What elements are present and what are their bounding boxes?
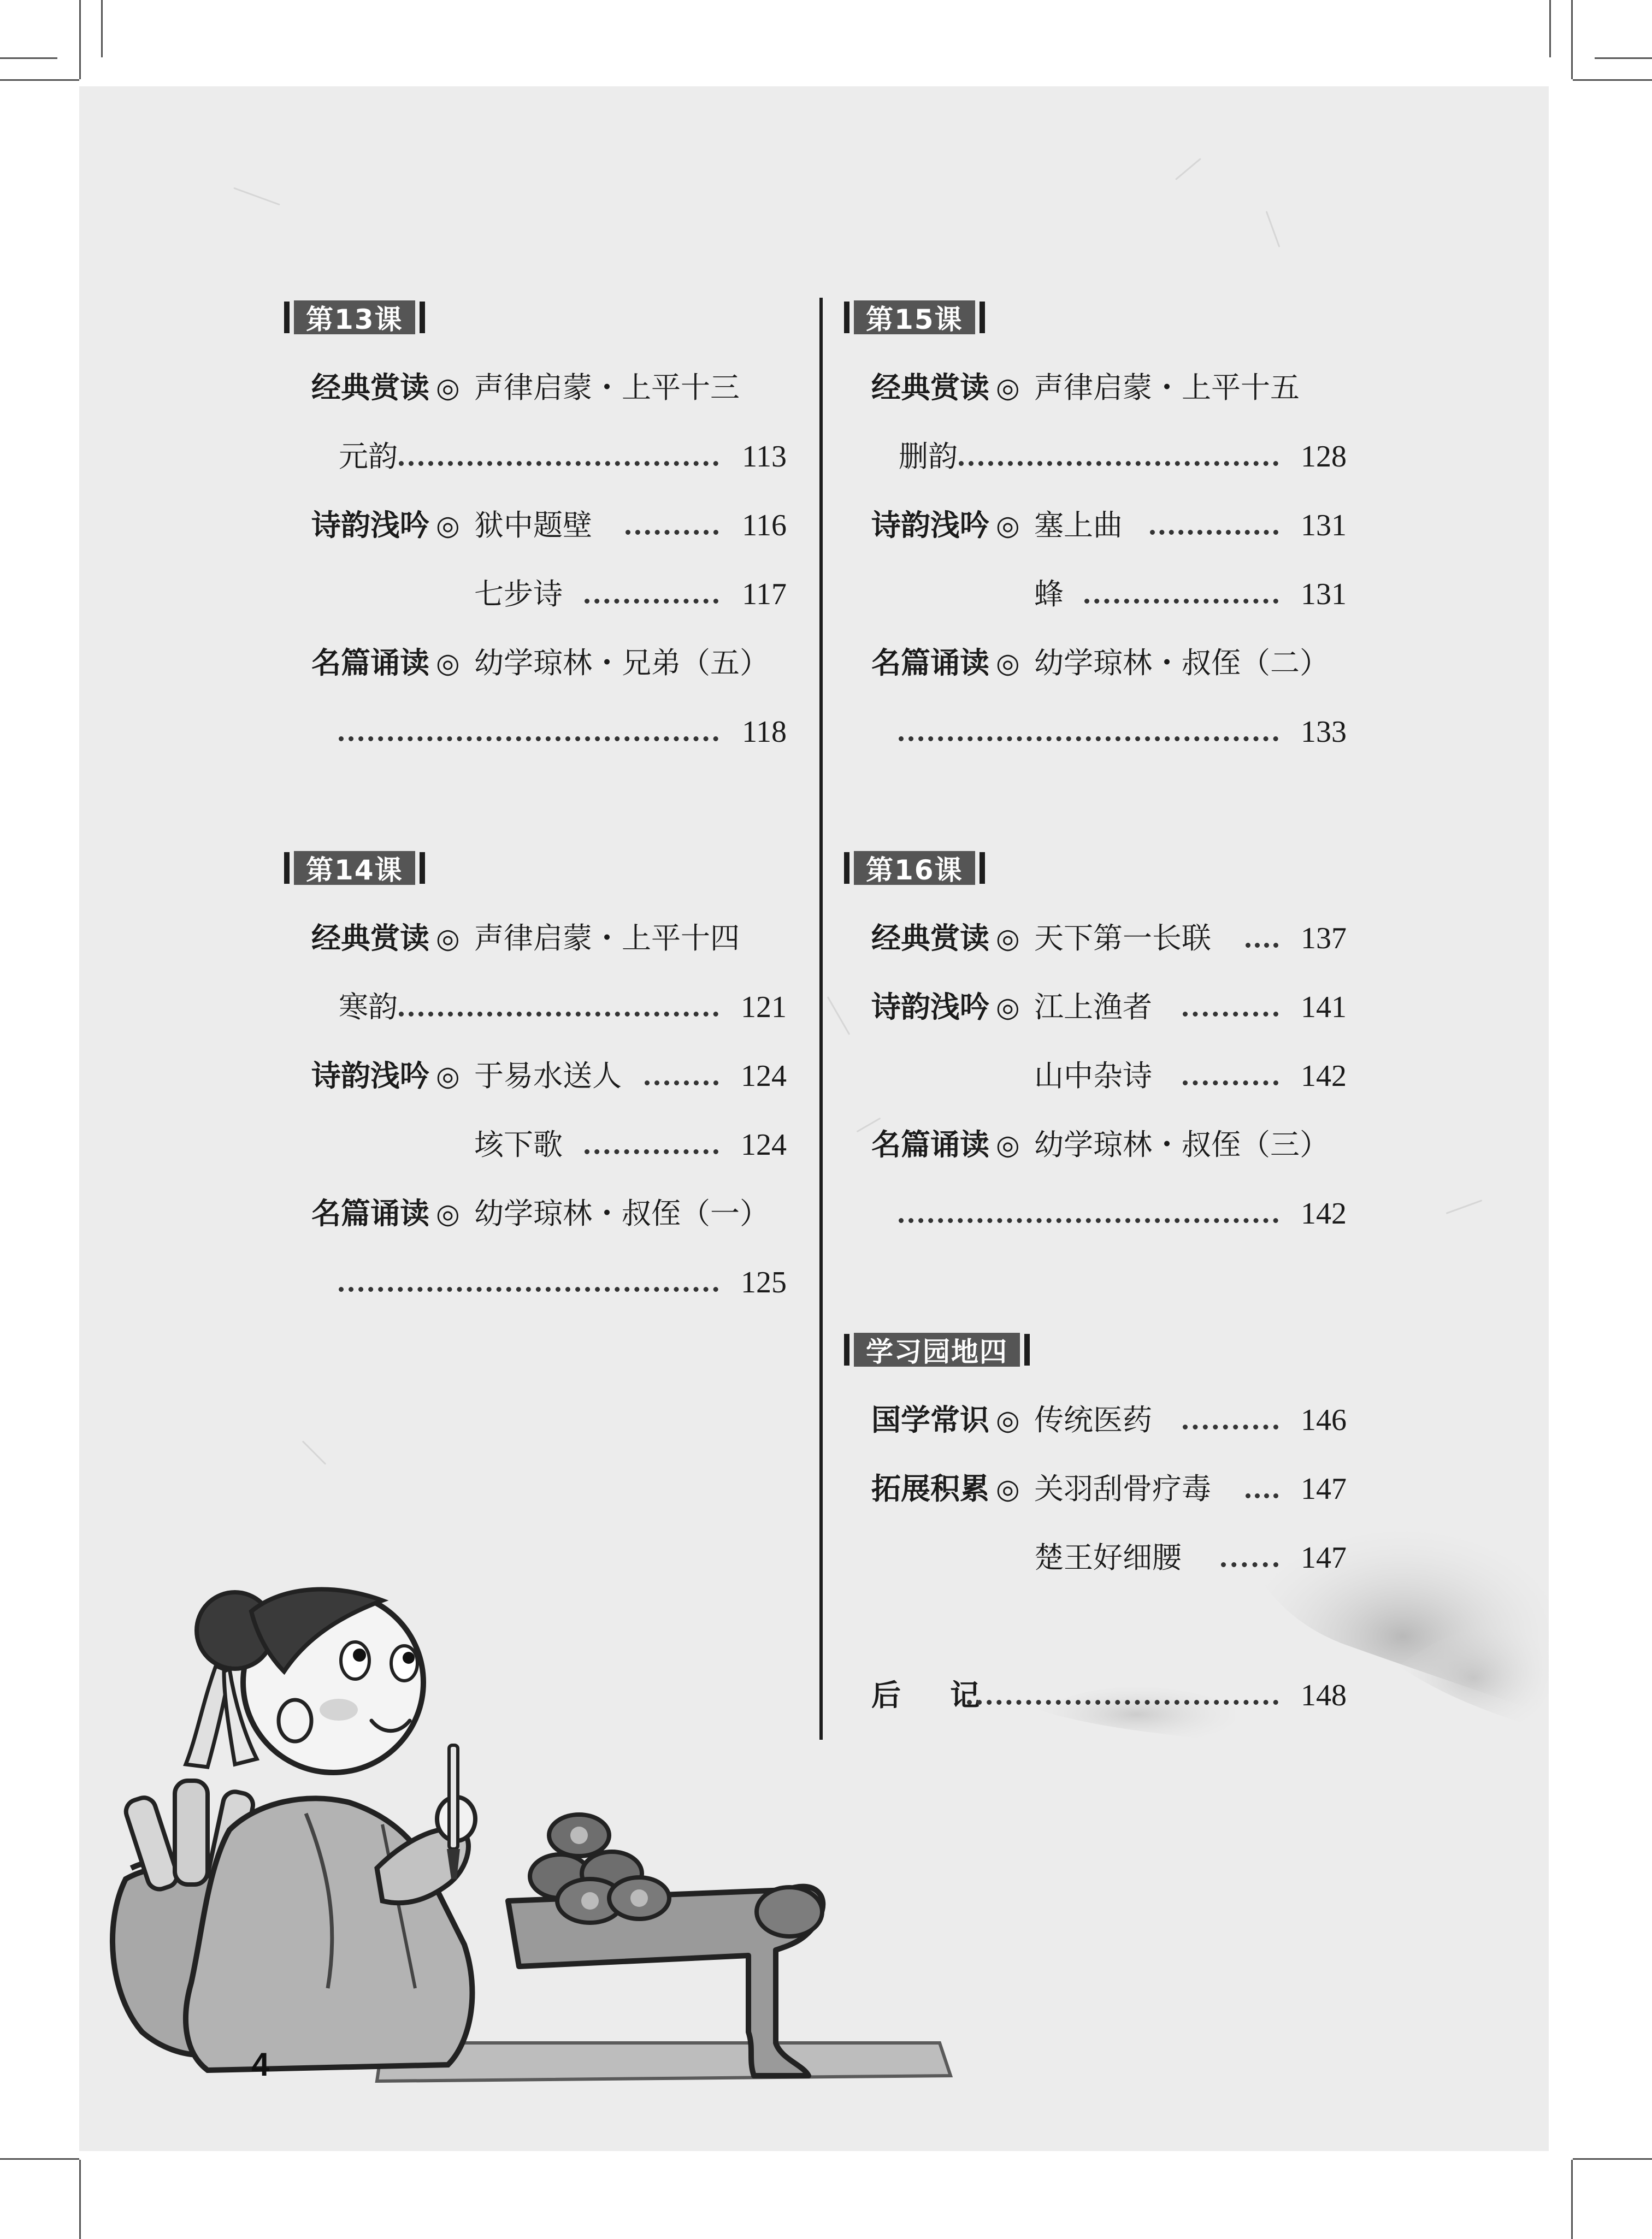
entry-title: 天下第一长联 bbox=[1034, 921, 1211, 955]
entry-title: 塞上曲 bbox=[1034, 508, 1123, 542]
page-number: 124 bbox=[741, 1059, 787, 1093]
bullseye-icon: ◎ bbox=[436, 1060, 460, 1092]
bullseye-icon: ◎ bbox=[436, 647, 460, 679]
entry-category: 经典赏读 bbox=[871, 921, 989, 955]
entry-category: 名篇诵读 bbox=[871, 646, 989, 680]
bullseye-icon: ◎ bbox=[996, 1129, 1020, 1161]
page-number: 147 bbox=[1301, 1541, 1347, 1575]
page-number: 142 bbox=[1301, 1059, 1347, 1093]
entry-title: 关羽刮骨疗毒 bbox=[1034, 1472, 1211, 1506]
page-number: 146 bbox=[1301, 1403, 1347, 1437]
entry-category: 国学常识 bbox=[871, 1403, 989, 1437]
entry-title: 声律启蒙・上平十四 bbox=[474, 921, 740, 955]
bullseye-icon: ◎ bbox=[996, 647, 1020, 679]
bullseye-icon: ◎ bbox=[996, 372, 1020, 404]
page-number: 124 bbox=[741, 1128, 787, 1162]
bullseye-icon: ◎ bbox=[996, 1404, 1020, 1436]
entry-category: 诗韵浅吟 bbox=[871, 508, 989, 542]
entry-title: 狱中题壁 bbox=[474, 508, 592, 542]
entry-title-continuation: 元韵 bbox=[339, 439, 398, 474]
entry-title: 幼学琼林・兄弟（五） bbox=[474, 646, 769, 680]
entry-title: 垓下歌 bbox=[474, 1127, 563, 1162]
section-title: 第13课 bbox=[294, 300, 415, 334]
bullseye-icon: ◎ bbox=[436, 1198, 460, 1230]
page-number: 142 bbox=[1301, 1197, 1347, 1231]
section-title: 第16课 bbox=[854, 851, 975, 885]
section-title: 第14课 bbox=[294, 851, 415, 885]
entry-category: 后记 bbox=[871, 1678, 1029, 1712]
entry-title: 蜂 bbox=[1034, 577, 1064, 611]
page-number: 121 bbox=[741, 990, 787, 1024]
bullseye-icon: ◎ bbox=[996, 991, 1020, 1023]
entry-category: 名篇诵读 bbox=[311, 1196, 429, 1231]
section-title: 第15课 bbox=[854, 300, 975, 334]
page-number: 131 bbox=[1301, 509, 1347, 542]
page-number: 117 bbox=[742, 577, 787, 611]
entry-category: 经典赏读 bbox=[311, 370, 429, 405]
entry-title-continuation: 寒韵 bbox=[339, 990, 398, 1024]
page-number: 137 bbox=[1301, 921, 1347, 955]
page-number: 141 bbox=[1301, 990, 1347, 1024]
bullseye-icon: ◎ bbox=[436, 372, 460, 404]
entry-title: 于易水送人 bbox=[474, 1059, 622, 1093]
entry-title: 幼学琼林・叔侄（三） bbox=[1034, 1127, 1329, 1162]
entry-title: 江上渔者 bbox=[1034, 990, 1152, 1024]
page-number: 131 bbox=[1301, 577, 1347, 611]
entry-title-continuation: 删韵 bbox=[899, 439, 958, 474]
section-title: 学习园地四 bbox=[854, 1333, 1020, 1367]
entry-category: 诗韵浅吟 bbox=[871, 990, 989, 1024]
page-number: 116 bbox=[742, 509, 787, 542]
entry-category: 诗韵浅吟 bbox=[311, 508, 429, 542]
bullseye-icon: ◎ bbox=[996, 510, 1020, 541]
entry-title: 山中杂诗 bbox=[1034, 1059, 1152, 1093]
entry-title: 声律启蒙・上平十三 bbox=[474, 370, 740, 405]
entry-title: 传统医药 bbox=[1034, 1403, 1152, 1437]
bullseye-icon: ◎ bbox=[436, 510, 460, 541]
entry-title: 幼学琼林・叔侄（一） bbox=[474, 1196, 769, 1231]
entry-category: 经典赏读 bbox=[871, 370, 989, 405]
entry-title: 楚王好细腰 bbox=[1034, 1540, 1182, 1575]
page-number: 147 bbox=[1301, 1472, 1347, 1506]
bullseye-icon: ◎ bbox=[436, 923, 460, 954]
page-number: 128 bbox=[1301, 440, 1347, 474]
entry-category: 经典赏读 bbox=[311, 921, 429, 955]
entry-title: 幼学琼林・叔侄（二） bbox=[1034, 646, 1329, 680]
entry-title: 声律启蒙・上平十五 bbox=[1034, 370, 1300, 405]
page-number: 148 bbox=[1301, 1679, 1347, 1712]
page-number: 133 bbox=[1301, 715, 1347, 749]
page-number: 113 bbox=[742, 440, 787, 474]
page-number: 118 bbox=[742, 715, 787, 749]
entry-category: 名篇诵读 bbox=[311, 646, 429, 680]
entry-title: 七步诗 bbox=[474, 577, 563, 611]
entry-category: 名篇诵读 bbox=[871, 1127, 989, 1162]
bullseye-icon: ◎ bbox=[996, 923, 1020, 954]
entry-category: 诗韵浅吟 bbox=[311, 1059, 429, 1093]
page-number: 125 bbox=[741, 1266, 787, 1299]
bullseye-icon: ◎ bbox=[996, 1473, 1020, 1505]
page-number-footer: 4 bbox=[251, 2046, 270, 2083]
entry-category: 拓展积累 bbox=[871, 1472, 989, 1506]
